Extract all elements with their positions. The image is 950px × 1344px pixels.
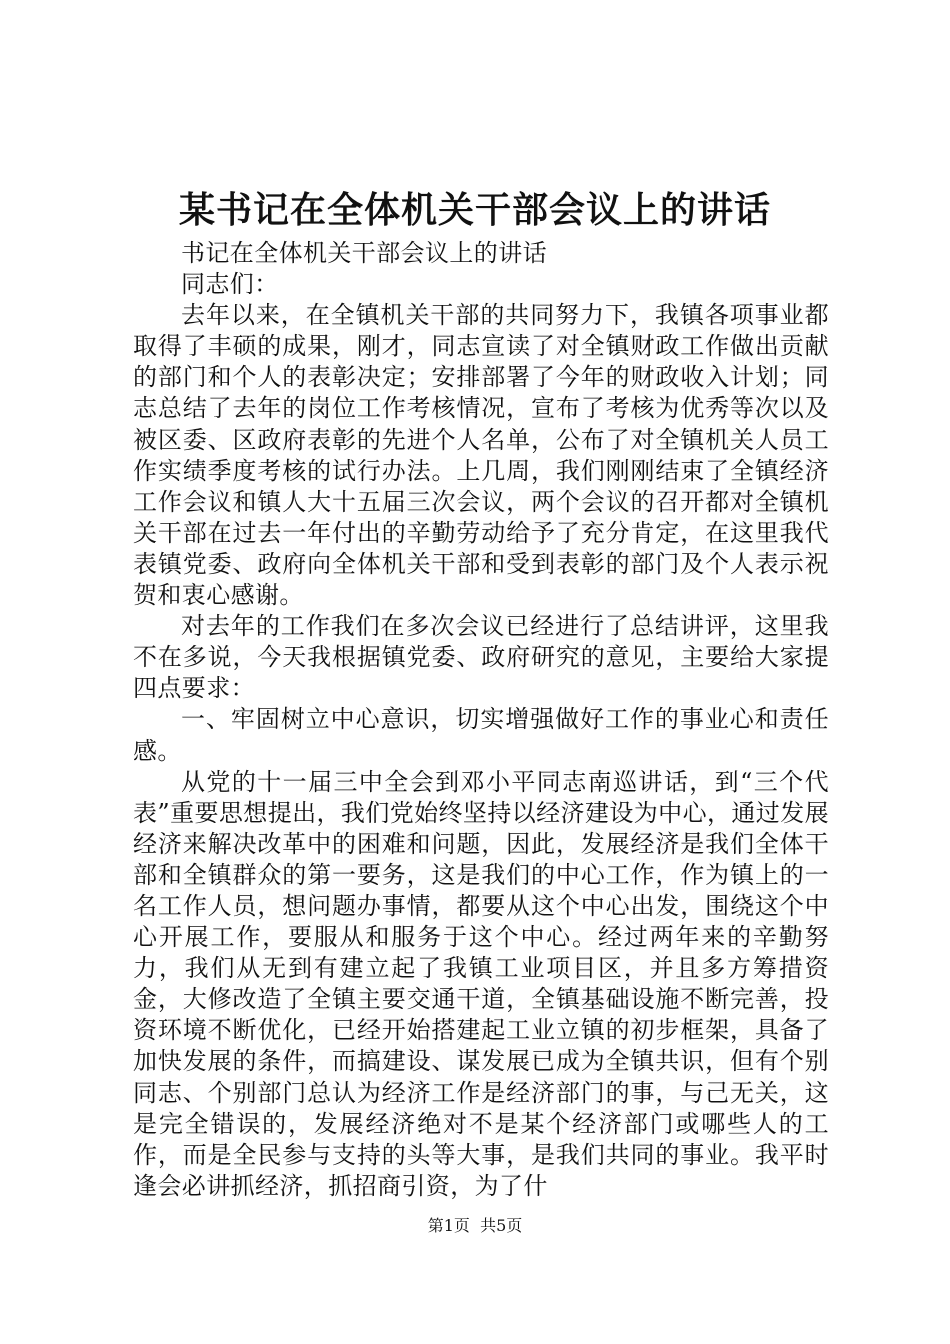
subtitle-line: 书记在全体机关干部会议上的讲话 [181, 239, 547, 267]
salutation: 同志们： [181, 270, 279, 299]
section-heading: 一、牢固树立中心意识，切实增强做好工作的事业心和责任感。 [133, 705, 829, 765]
body-paragraph: 对去年的工作我们在多次会议已经进行了总结讲评，这里我不在多说，今天我根据镇党委、政府研究的意见，主要给大家提四点要求： [133, 612, 829, 703]
page-footer [0, 1216, 950, 1236]
document-title: 某书记在全体机关干部会议上的讲话 [178, 189, 771, 231]
page-number: 第1页 [427, 1216, 470, 1235]
footer-spacer [470, 1216, 480, 1235]
page-total: 共5页 [480, 1216, 523, 1235]
document-body [133, 238, 829, 1202]
body-paragraph: 去年以来，在全镇机关干部的共同努力下，我镇各项事业都取得了丰硕的成果，刚才，同志宣读了对全镇财政工作做出贡献的部门和个人的表彰决定；安排部署了今年的财政收入计划；同志总结了去年的岗位工作考核情况，宣布了考核为优秀等次以及被区委、区政府表彰的先进个人名单，公布了对全镇机关人员工作实绩季度考核的试行办法。上几周，我们刚刚结束了全镇经济工作会议和镇人大十五届三次会议，两个会议的召开都对全镇机关干部在过去一年付出的辛勤劳动给予了充分肯定，在这里我代表镇党委、政府向全体机关干部和受到表彰的部门及个人表示祝贺和衷心感谢。 [133, 301, 829, 610]
body-paragraph: 从党的十一届三中全会到邓小平同志南巡讲话，到“三个代表”重要思想提出，我们党始终坚持以经济建设为中心，通过发展经济来解决改革中的困难和问题，因此，发展经济是我们全体干部和全镇群众的第一要务，这是我们的中心工作，作为镇上的一名工作人员，想问题办事情，都要从这个中心出发，围绕这个中心开展工作，要服从和服务于这个中心。经过两年来的辛勤努力，我们从无到有建立起了我镇工业项目区，并且多方筹措资金，大修改造了全镇主要交通干道，全镇基础设施不断完善，投资环境不断优化，已经开始搭建起工业立镇的初步框架，具备了加快发展的条件，而搞建设、谋发展已成为全镇共识，但有个别同志、个别部门总认为经济工作是经济部门的事，与己无关，这是完全错误的，发展经济绝对不是某个经济部门或哪些人的工作，而是全民参与支持的头等大事，是我们共同的事业。我平时逢会必讲抓经济，抓招商引资，为了什 [133, 767, 829, 1200]
